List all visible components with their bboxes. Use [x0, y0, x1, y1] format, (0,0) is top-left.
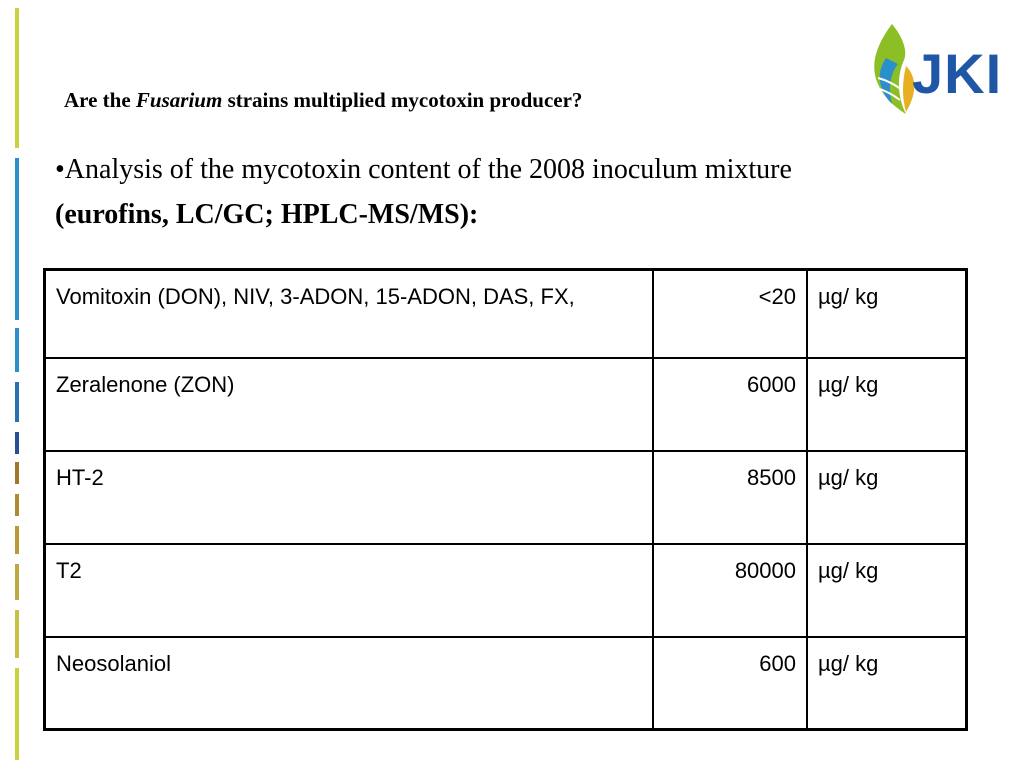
bullet-text: •Analysis of the mycotoxin content of the 2008 inoculum mixture	[55, 154, 792, 185]
bullet-point	[55, 147, 895, 237]
unit-cell: µg/ kg	[807, 544, 967, 637]
title-suffix: strains multiplied mycotoxin producer?	[222, 88, 583, 112]
bullet-bold-text: (eurofins, LC/GC; HPLC-MS/MS):	[55, 199, 479, 230]
value-cell: 600	[653, 637, 807, 730]
value-cell: <20	[653, 270, 807, 358]
title-prefix: Are the	[64, 88, 136, 112]
jki-logo	[862, 18, 1008, 118]
toxin-name-cell: T2	[45, 544, 654, 637]
decorative-side-stripes	[0, 0, 30, 768]
table-row	[45, 270, 967, 358]
mycotoxin-table	[43, 268, 968, 731]
toxin-name-cell: Neosolaniol	[45, 637, 654, 730]
table-row	[45, 637, 967, 730]
value-cell: 80000	[653, 544, 807, 637]
value-cell: 6000	[653, 358, 807, 451]
toxin-name-cell: Vomitoxin (DON), NIV, 3-ADON, 15-ADON, DAS, FX,	[45, 270, 654, 358]
unit-cell: µg/ kg	[807, 358, 967, 451]
logo-text: JKI	[912, 42, 1003, 105]
unit-cell: µg/ kg	[807, 637, 967, 730]
unit-cell: µg/ kg	[807, 270, 967, 358]
toxin-name-cell: Zeralenone (ZON)	[45, 358, 654, 451]
table-row	[45, 358, 967, 451]
title-italic: Fusarium	[135, 88, 223, 112]
value-cell: 8500	[653, 451, 807, 544]
table-row	[45, 544, 967, 637]
slide-title	[64, 88, 582, 113]
table-row	[45, 451, 967, 544]
unit-cell: µg/ kg	[807, 451, 967, 544]
toxin-name-cell: HT-2	[45, 451, 654, 544]
